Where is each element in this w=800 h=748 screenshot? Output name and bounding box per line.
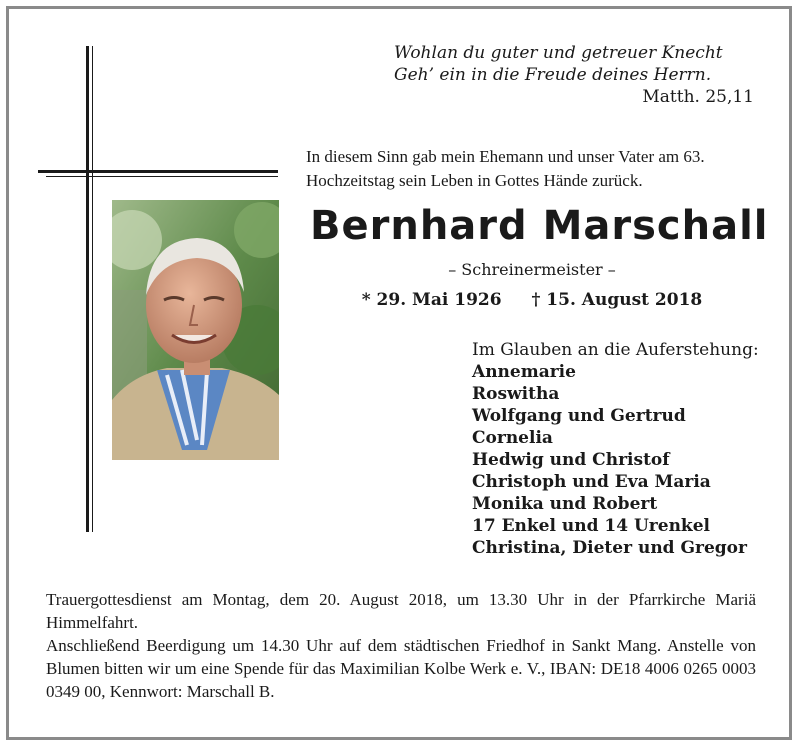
mourner-name: Monika und Robert	[472, 494, 658, 514]
death-date: † 15. August 2018	[531, 290, 703, 310]
quote-line-1: Wohlan du guter und getreuer Knecht	[394, 43, 723, 63]
mourner-name: Cornelia	[472, 428, 553, 448]
mourner-name: Christina, Dieter und Gregor	[472, 538, 747, 558]
mourners-lead: Im Glauben an die Auferstehung:	[472, 340, 759, 360]
quote-line-2: Geh’ ein in die Freude deines Herrn.	[394, 65, 712, 85]
cross-vertical-line	[92, 46, 93, 532]
bible-quote	[394, 42, 754, 86]
birth-date: * 29. Mai 1926	[361, 290, 502, 310]
funeral-service-text: Trauergottesdienst am Montag, dem 20. August 2018, um 13.30 Uhr in der Pfarrkirche Mariä Himmelfahrt.	[46, 590, 756, 632]
cross-horizontal-line	[46, 176, 278, 177]
profession: – Schreinermeister –	[448, 260, 616, 279]
deceased-name: Bernhard Marschall	[310, 203, 769, 249]
mourner-name: 17 Enkel und 14 Urenkel	[472, 516, 710, 536]
mourner-name: Hedwig und Christof	[472, 450, 670, 470]
cross-vertical-beam	[86, 46, 89, 532]
mourners-list	[472, 339, 772, 559]
mourner-name: Roswitha	[472, 384, 560, 404]
portrait-photo	[112, 200, 279, 460]
life-dates	[310, 290, 754, 310]
service-details	[46, 588, 756, 703]
intro-text: In diesem Sinn gab mein Ehemann und unser Vater am 63. Hochzeitstag sein Leben in Gottes Hände zurück.	[306, 147, 705, 190]
burial-text: Anschließend Beerdigung um 14.30 Uhr auf dem städtischen Friedhof in Sankt Mang. Anstelle von Blumen bitten wir um eine Spende für das Maximilian Kolbe Werk e. V., IBAN: DE18 4006 0265 0003 0349 00, Kennwort: Marschall B.	[46, 636, 756, 701]
mourner-name: Annemarie	[472, 362, 576, 382]
mourner-name: Christoph und Eva Maria	[472, 472, 711, 492]
quote-reference: Matth. 25,11	[642, 87, 754, 107]
mourner-name: Wolfgang und Gertrud	[472, 406, 686, 426]
cross-horizontal-beam	[38, 170, 278, 173]
